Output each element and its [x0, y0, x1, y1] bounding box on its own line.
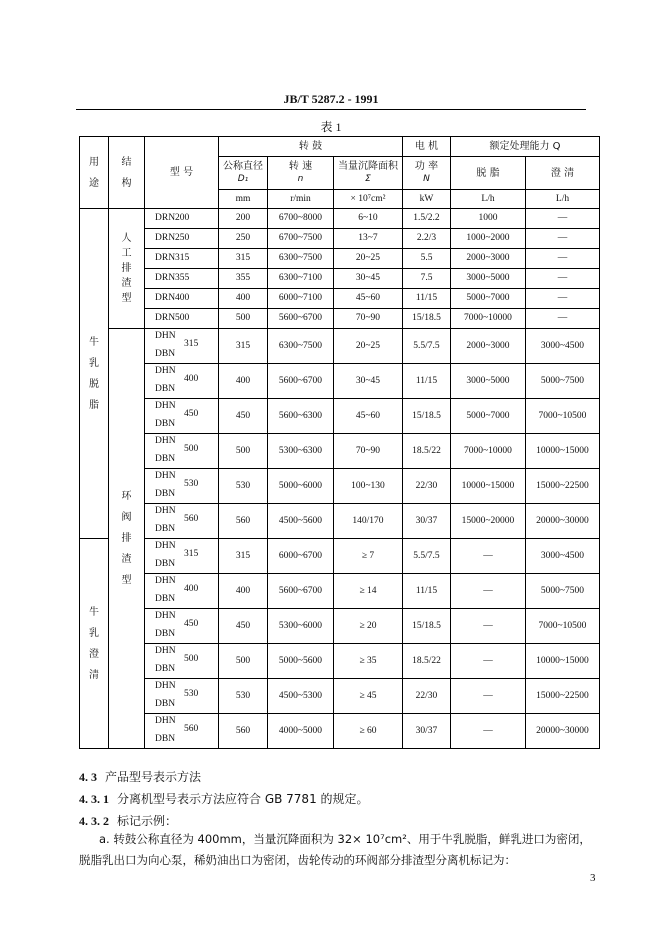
table-row — [80, 364, 600, 399]
unit-area: × 10⁷cm² — [334, 190, 403, 209]
diameter-cell: 400 — [219, 574, 268, 609]
skim-capacity-cell: — — [451, 609, 526, 644]
model-cell: DRN355 — [145, 269, 219, 289]
use-milk-skimming: 牛 乳 脱 脂 — [80, 209, 109, 539]
model-cell: DRN200 — [145, 209, 219, 229]
skim-capacity-cell: 1000~2000 — [451, 229, 526, 249]
power-cell: 2.2/3 — [403, 229, 451, 249]
area-cell: ≥ 60 — [334, 714, 403, 749]
area-cell: ≥ 35 — [334, 644, 403, 679]
table-row — [80, 714, 600, 749]
diameter-cell: 315 — [219, 249, 268, 269]
table-row — [80, 329, 600, 364]
area-cell: 70~90 — [334, 434, 403, 469]
clarify-capacity-cell: 3000~4500 — [526, 329, 600, 364]
speed-cell: 5000~6000 — [268, 469, 334, 504]
table-row — [80, 679, 600, 714]
power-cell: 11/15 — [403, 364, 451, 399]
diameter-cell: 250 — [219, 229, 268, 249]
model-header: 型 号 — [145, 137, 219, 209]
table-row — [80, 309, 600, 329]
diameter-cell: 500 — [219, 434, 268, 469]
structure-header: 结 构 — [109, 137, 145, 209]
drum-header: 转 鼓 — [219, 137, 403, 157]
area-cell: 30~45 — [334, 269, 403, 289]
unit-lph-skim: L/h — [451, 190, 526, 209]
table-row — [80, 539, 600, 574]
use-header: 用 途 — [80, 137, 109, 209]
diameter-cell: 560 — [219, 714, 268, 749]
area-cell: ≥ 45 — [334, 679, 403, 714]
area-cell: ≥ 7 — [334, 539, 403, 574]
clarify-capacity-cell: 10000~15000 — [526, 644, 600, 679]
speed-cell: 4000~5000 — [268, 714, 334, 749]
power-cell: 7.5 — [403, 269, 451, 289]
table-title: 表 1 — [320, 120, 342, 134]
area-cell: ≥ 20 — [334, 609, 403, 644]
model-cell: DHN DBN 500 — [145, 434, 219, 469]
diameter-cell: 355 — [219, 269, 268, 289]
power-cell: 18.5/22 — [403, 434, 451, 469]
diameter-header: 公称直径 D₁ — [219, 157, 268, 190]
table-row — [80, 229, 600, 249]
motor-header: 电 机 — [403, 137, 451, 157]
power-cell: 30/37 — [403, 714, 451, 749]
power-cell: 18.5/22 — [403, 644, 451, 679]
clarify-capacity-cell: 15000~22500 — [526, 679, 600, 714]
speed-cell: 6300~7500 — [268, 329, 334, 364]
power-cell: 30/37 — [403, 504, 451, 539]
model-cell: DRN400 — [145, 289, 219, 309]
skimming-capacity-header: 脱 脂 — [451, 157, 526, 190]
table-row — [80, 469, 600, 504]
area-cell: 45~60 — [334, 289, 403, 309]
speed-cell: 6300~7100 — [268, 269, 334, 289]
table-row — [80, 209, 600, 229]
area-cell: 20~25 — [334, 249, 403, 269]
clarify-capacity-cell: 7000~10500 — [526, 399, 600, 434]
speed-cell: 5300~6300 — [268, 434, 334, 469]
clarify-capacity-cell: — — [526, 309, 600, 329]
table-row — [80, 269, 600, 289]
table-row — [80, 399, 600, 434]
clarify-capacity-cell: 3000~4500 — [526, 539, 600, 574]
speed-cell: 6000~6700 — [268, 539, 334, 574]
diameter-cell: 530 — [219, 679, 268, 714]
power-cell: 11/15 — [403, 289, 451, 309]
clarify-capacity-cell: 5000~7500 — [526, 364, 600, 399]
skim-capacity-cell: 3000~5000 — [451, 364, 526, 399]
area-cell: 20~25 — [334, 329, 403, 364]
settling-area-header: 当量沉降面积 Σ — [334, 157, 403, 190]
page-number: 3 — [590, 872, 596, 884]
skim-capacity-cell: — — [451, 644, 526, 679]
model-cell: DHN DBN 560 — [145, 504, 219, 539]
clarify-capacity-cell: 5000~7500 — [526, 574, 600, 609]
speed-header: 转 速 n — [268, 157, 334, 190]
speed-cell: 5600~6300 — [268, 399, 334, 434]
clarify-capacity-cell: — — [526, 289, 600, 309]
diameter-cell: 450 — [219, 609, 268, 644]
skim-capacity-cell: 2000~3000 — [451, 329, 526, 364]
clarify-capacity-cell: 20000~30000 — [526, 504, 600, 539]
power-cell: 11/15 — [403, 574, 451, 609]
section-4-3-2: 4. 3. 2 标记示例： — [79, 814, 178, 828]
speed-cell: 6000~7100 — [268, 289, 334, 309]
skim-capacity-cell: — — [451, 539, 526, 574]
speed-cell: 6700~8000 — [268, 209, 334, 229]
example-paragraph-a: a. 转鼓公称直径为 400mm，当量沉降面积为 32× 10⁷cm²、用于牛乳脱脂，鲜乳进口为密闭，脱脂乳出口为向心泵，稀奶油出口为密闭，齿轮传动的环阀部分排渣型分离机标记为： — [79, 832, 591, 867]
diameter-cell: 400 — [219, 289, 268, 309]
power-cell: 22/30 — [403, 469, 451, 504]
specification-table — [79, 136, 600, 749]
diameter-cell: 315 — [219, 539, 268, 574]
table-row — [80, 289, 600, 309]
clarify-capacity-cell: — — [526, 269, 600, 289]
use-milk-clarifying: 牛 乳 澄 清 — [80, 539, 109, 749]
clarify-capacity-cell: 20000~30000 — [526, 714, 600, 749]
unit-lph-clarify: L/h — [526, 190, 600, 209]
clarify-capacity-cell: — — [526, 209, 600, 229]
table-row — [80, 249, 600, 269]
power-header: 功 率 N — [403, 157, 451, 190]
diameter-cell: 315 — [219, 329, 268, 364]
header-rule — [76, 109, 586, 110]
model-cell: DHN DBN 500 — [145, 644, 219, 679]
model-cell: DHN DBN 315 — [145, 329, 219, 364]
capacity-header: 额定处理能力 Q — [451, 137, 600, 157]
diameter-cell: 200 — [219, 209, 268, 229]
speed-cell: 4500~5300 — [268, 679, 334, 714]
skim-capacity-cell: 15000~20000 — [451, 504, 526, 539]
skim-capacity-cell: 3000~5000 — [451, 269, 526, 289]
structure-ring-valve-discharge: 环 阀 排 渣 型 — [109, 329, 145, 749]
area-cell: 70~90 — [334, 309, 403, 329]
area-cell: 13~7 — [334, 229, 403, 249]
area-cell: ≥ 14 — [334, 574, 403, 609]
power-cell: 15/18.5 — [403, 309, 451, 329]
area-cell: 100~130 — [334, 469, 403, 504]
model-cell: DHN DBN 400 — [145, 574, 219, 609]
speed-cell: 5600~6700 — [268, 364, 334, 399]
model-cell: DHN DBN 315 — [145, 539, 219, 574]
skim-capacity-cell: — — [451, 714, 526, 749]
clarify-capacity-cell: 7000~10500 — [526, 609, 600, 644]
power-cell: 1.5/2.2 — [403, 209, 451, 229]
table-row — [80, 609, 600, 644]
model-cell: DHN DBN 450 — [145, 399, 219, 434]
skim-capacity-cell: 5000~7000 — [451, 399, 526, 434]
skim-capacity-cell: 7000~10000 — [451, 309, 526, 329]
standard-number-header: JB/T 5287.2 - 1991 — [283, 92, 379, 106]
diameter-cell: 560 — [219, 504, 268, 539]
speed-cell: 5600~6700 — [268, 309, 334, 329]
skim-capacity-cell: 1000 — [451, 209, 526, 229]
area-cell: 140/170 — [334, 504, 403, 539]
skim-capacity-cell: — — [451, 574, 526, 609]
speed-cell: 6700~7500 — [268, 229, 334, 249]
speed-cell: 5000~5600 — [268, 644, 334, 679]
table-row — [80, 504, 600, 539]
model-cell: DHN DBN 530 — [145, 469, 219, 504]
speed-cell: 5600~6700 — [268, 574, 334, 609]
table-row — [80, 434, 600, 469]
power-cell: 5.5 — [403, 249, 451, 269]
table-row — [80, 574, 600, 609]
table-row — [80, 644, 600, 679]
model-cell: DHN DBN 560 — [145, 714, 219, 749]
unit-kw: kW — [403, 190, 451, 209]
model-cell: DRN315 — [145, 249, 219, 269]
diameter-cell: 500 — [219, 644, 268, 679]
diameter-cell: 500 — [219, 309, 268, 329]
power-cell: 15/18.5 — [403, 609, 451, 644]
clarify-capacity-cell: — — [526, 249, 600, 269]
power-cell: 5.5/7.5 — [403, 539, 451, 574]
speed-cell: 5300~6000 — [268, 609, 334, 644]
diameter-cell: 400 — [219, 364, 268, 399]
structure-manual-discharge: 人 工 排 渣 型 — [109, 209, 145, 329]
speed-cell: 6300~7500 — [268, 249, 334, 269]
area-cell: 6~10 — [334, 209, 403, 229]
skim-capacity-cell: — — [451, 679, 526, 714]
model-cell: DHN DBN 530 — [145, 679, 219, 714]
skim-capacity-cell: 7000~10000 — [451, 434, 526, 469]
clarifying-capacity-header: 澄 清 — [526, 157, 600, 190]
clarify-capacity-cell: — — [526, 229, 600, 249]
section-4-3-1: 4. 3. 1 分离机型号表示方法应符合 GB 7781 的规定。 — [79, 792, 369, 806]
model-cell: DRN250 — [145, 229, 219, 249]
model-cell: DHN DBN 400 — [145, 364, 219, 399]
area-cell: 45~60 — [334, 399, 403, 434]
clarify-capacity-cell: 10000~15000 — [526, 434, 600, 469]
area-cell: 30~45 — [334, 364, 403, 399]
diameter-cell: 530 — [219, 469, 268, 504]
section-4-3: 4. 3 产品型号表示方法 — [79, 770, 202, 784]
unit-rpm: r/min — [268, 190, 334, 209]
power-cell: 15/18.5 — [403, 399, 451, 434]
skim-capacity-cell: 10000~15000 — [451, 469, 526, 504]
speed-cell: 4500~5600 — [268, 504, 334, 539]
skim-capacity-cell: 2000~3000 — [451, 249, 526, 269]
power-cell: 22/30 — [403, 679, 451, 714]
model-cell: DRN500 — [145, 309, 219, 329]
model-cell: DHN DBN 450 — [145, 609, 219, 644]
skim-capacity-cell: 5000~7000 — [451, 289, 526, 309]
power-cell: 5.5/7.5 — [403, 329, 451, 364]
clarify-capacity-cell: 15000~22500 — [526, 469, 600, 504]
unit-mm: mm — [219, 190, 268, 209]
diameter-cell: 450 — [219, 399, 268, 434]
